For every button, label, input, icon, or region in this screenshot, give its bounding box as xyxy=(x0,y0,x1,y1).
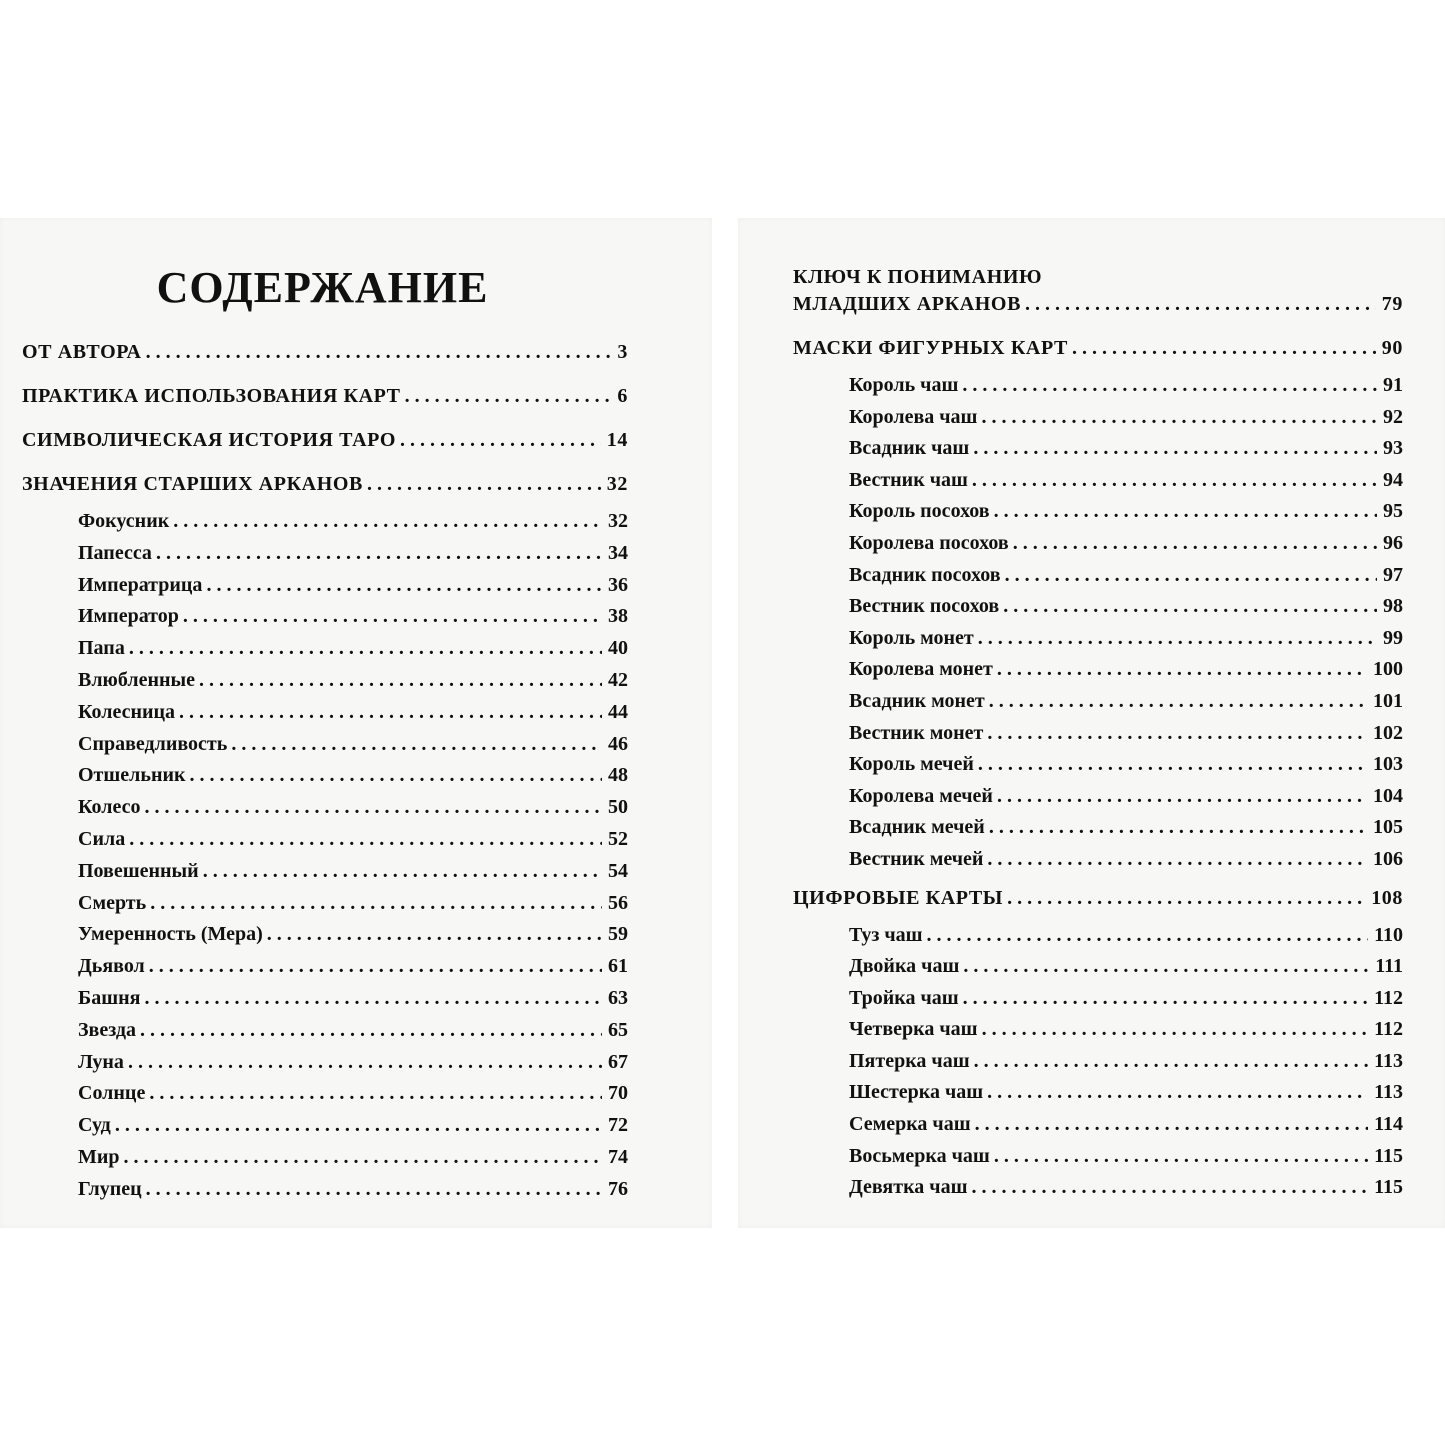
dot-leader xyxy=(972,465,1377,497)
dot-leader xyxy=(199,665,602,697)
dot-leader xyxy=(962,370,1377,402)
toc-entry-page: 103 xyxy=(1373,753,1403,776)
toc-entry-page: 72 xyxy=(608,1114,628,1137)
toc-subentry[interactable] xyxy=(22,633,628,665)
toc-entry-page: 98 xyxy=(1383,595,1403,618)
toc-subentry[interactable] xyxy=(22,1015,628,1047)
dot-leader xyxy=(989,812,1367,844)
toc-entry-label: ОТ АВТОРА xyxy=(22,341,142,363)
toc-entry-label: Башня xyxy=(78,986,141,1009)
toc-entry-label: Мир xyxy=(78,1145,120,1168)
dot-leader xyxy=(150,888,602,920)
dot-leader xyxy=(124,1142,602,1174)
toc-entry-page: 50 xyxy=(608,796,628,819)
dot-leader xyxy=(1007,876,1365,920)
dot-leader xyxy=(128,1047,602,1079)
dot-leader xyxy=(144,983,602,1015)
dot-leader xyxy=(144,792,602,824)
toc-subentry[interactable] xyxy=(793,718,1403,750)
toc-entry-label: Семерка чаш xyxy=(849,1113,971,1136)
dot-leader xyxy=(179,697,602,729)
dot-leader xyxy=(975,1109,1369,1141)
toc-subentry[interactable] xyxy=(793,749,1403,781)
toc-entry-label: Колесница xyxy=(78,700,176,723)
toc-entry-label: Глупец xyxy=(78,1177,142,1200)
toc-entry-label: Звезда xyxy=(78,1018,137,1041)
toc-entry-page: 112 xyxy=(1374,986,1403,1009)
toc-entry-page: 101 xyxy=(1373,689,1403,712)
toc-entry-label: Смерть xyxy=(78,891,147,914)
toc-entry-page: 93 xyxy=(1383,437,1403,460)
dot-leader xyxy=(978,749,1367,781)
toc-subentry[interactable] xyxy=(22,729,628,761)
dot-leader xyxy=(971,1172,1368,1204)
toc-subentry[interactable] xyxy=(22,538,628,570)
toc-subentry[interactable] xyxy=(793,402,1403,434)
toc-entry-page: 14 xyxy=(606,429,628,451)
dot-leader xyxy=(206,570,602,602)
toc-subentry[interactable] xyxy=(793,433,1403,465)
dot-leader xyxy=(994,1141,1368,1173)
toc-subentry[interactable] xyxy=(793,1172,1403,1204)
toc-entry-page: 79 xyxy=(1381,293,1403,315)
dot-leader xyxy=(146,1174,602,1206)
toc-subentry[interactable] xyxy=(793,496,1403,528)
dot-leader xyxy=(203,856,602,888)
toc-entry-label: Тройка чаш xyxy=(849,986,959,1009)
dot-leader xyxy=(400,418,601,462)
toc-subentry[interactable] xyxy=(793,560,1403,592)
toc-entry-page: 111 xyxy=(1375,955,1403,978)
toc-subentry[interactable] xyxy=(22,792,628,824)
toc-entry-page: 90 xyxy=(1381,337,1403,359)
toc-entry-page: 108 xyxy=(1371,886,1403,909)
dot-leader xyxy=(156,538,602,570)
toc-entry-label: Четверка чаш xyxy=(849,1018,978,1041)
dot-leader xyxy=(367,462,601,506)
toc-entry-label: Королева мечей xyxy=(849,784,993,807)
dot-leader xyxy=(146,330,612,374)
toc-entry-label: Умеренность (Мера) xyxy=(78,923,263,946)
toc-section-entry[interactable] xyxy=(793,326,1403,370)
toc-entry-page: 56 xyxy=(608,891,628,914)
contents-title: СОДЕРЖАНИЕ xyxy=(156,263,489,312)
toc-subentry[interactable] xyxy=(22,1110,628,1142)
toc-entry-page: 63 xyxy=(608,986,628,1009)
toc-subentry[interactable] xyxy=(793,686,1403,718)
toc-entry-page: 115 xyxy=(1374,1144,1403,1167)
dot-leader xyxy=(982,1014,1369,1046)
toc-entry-page: 32 xyxy=(608,510,628,532)
toc-subentry[interactable] xyxy=(793,1014,1403,1046)
dot-leader xyxy=(997,654,1367,686)
toc-subentry[interactable] xyxy=(793,920,1403,952)
toc-entry-page: 67 xyxy=(608,1050,628,1073)
toc-entry-label: Луна xyxy=(78,1050,124,1073)
toc-entry-page: 40 xyxy=(608,637,628,660)
dot-leader xyxy=(1025,291,1376,318)
toc-entry-label: Король посохов xyxy=(849,500,990,523)
toc-entry-page: 92 xyxy=(1383,405,1403,428)
toc-subentry[interactable] xyxy=(793,983,1403,1015)
dot-leader xyxy=(974,1046,1369,1078)
dot-leader xyxy=(1003,591,1377,623)
toc-entry-page: 54 xyxy=(608,859,628,882)
toc-subentry[interactable] xyxy=(22,1047,628,1079)
toc-entry-label: Фокусник xyxy=(78,510,170,532)
toc-entry-page: 95 xyxy=(1383,500,1403,523)
dot-leader xyxy=(927,920,1369,952)
dot-leader xyxy=(405,374,612,418)
toc-entry-label: Императрица xyxy=(78,573,203,596)
toc-entry-label: Всадник посохов xyxy=(849,563,1001,586)
toc-entry-page: 106 xyxy=(1373,847,1403,870)
toc-entry-page: 100 xyxy=(1373,658,1403,681)
toc-entry-page: 114 xyxy=(1374,1113,1403,1136)
toc-entry-page: 113 xyxy=(1374,1049,1403,1072)
dot-leader xyxy=(149,1078,602,1110)
toc-entry-label: Король чаш xyxy=(849,374,959,396)
toc-entry-label: ЗНАЧЕНИЯ СТАРШИХ АРКАНОВ xyxy=(22,473,363,495)
toc-entry-page: 99 xyxy=(1383,626,1403,649)
toc-subentry[interactable] xyxy=(22,601,628,633)
toc-entry-label: МАСКИ ФИГУРНЫХ КАРТ xyxy=(793,337,1068,359)
toc-subentry[interactable] xyxy=(793,1141,1403,1173)
toc-entry-page: 96 xyxy=(1383,531,1403,554)
dot-leader xyxy=(963,983,1368,1015)
toc-entry-label: Девятка чаш xyxy=(849,1176,968,1199)
dot-leader xyxy=(994,496,1377,528)
toc-subentry[interactable] xyxy=(793,844,1403,876)
dot-leader xyxy=(129,824,602,856)
toc-entry-label: Вестник посохов xyxy=(849,595,1000,618)
toc-entry-label: Повешенный xyxy=(78,859,199,882)
dot-leader xyxy=(997,781,1367,813)
toc-entry-page: 76 xyxy=(608,1177,628,1200)
toc-right-list xyxy=(793,264,1403,1204)
toc-entry-page: 6 xyxy=(617,385,628,407)
dot-leader xyxy=(963,951,1369,983)
toc-entry-label: ЦИФРОВЫЕ КАРТЫ xyxy=(793,886,1004,909)
toc-subentry[interactable] xyxy=(22,919,628,951)
toc-subentry[interactable] xyxy=(22,824,628,856)
dot-leader xyxy=(173,506,602,538)
dot-leader xyxy=(987,1077,1368,1109)
toc-entry-page: 65 xyxy=(608,1018,628,1041)
toc-entry-label-line1: КЛЮЧ К ПОНИМАНИЮ xyxy=(793,266,1043,288)
toc-entry-label: СИМВОЛИЧЕСКАЯ ИСТОРИЯ ТАРО xyxy=(22,429,396,451)
toc-entry-page: 110 xyxy=(1374,923,1403,946)
toc-subentry[interactable] xyxy=(793,370,1403,402)
toc-subentry[interactable] xyxy=(22,697,628,729)
toc-subentry[interactable] xyxy=(793,781,1403,813)
toc-left-list xyxy=(22,330,628,1206)
toc-entry-label: Вестник мечей xyxy=(849,847,984,870)
toc-entry-label: Солнце xyxy=(78,1082,146,1105)
toc-subentry[interactable] xyxy=(22,760,628,792)
toc-entry-page: 112 xyxy=(1374,1018,1403,1041)
toc-entry-page: 46 xyxy=(608,732,628,755)
toc-section-entry[interactable] xyxy=(793,876,1403,920)
toc-subentry[interactable] xyxy=(22,856,628,888)
toc-subentry[interactable] xyxy=(22,570,628,602)
toc-entry-label: Отшельник xyxy=(78,764,186,787)
toc-subentry[interactable] xyxy=(22,1174,628,1206)
toc-subentry[interactable] xyxy=(793,528,1403,560)
toc-entry-label: Сила xyxy=(78,827,126,850)
dot-leader xyxy=(978,623,1377,655)
toc-section-entry[interactable] xyxy=(22,418,628,462)
dot-leader xyxy=(129,633,602,665)
toc-subentry[interactable] xyxy=(22,888,628,920)
toc-entry-key-minor-arcana[interactable] xyxy=(793,264,1403,326)
dot-leader xyxy=(1005,560,1377,592)
toc-subentry[interactable] xyxy=(22,1078,628,1110)
dot-leader xyxy=(267,919,602,951)
dot-leader xyxy=(981,402,1377,434)
toc-entry-label: Двойка чаш xyxy=(849,955,960,978)
dot-leader xyxy=(115,1110,602,1142)
toc-entry-label: Папа xyxy=(78,637,125,660)
dot-leader xyxy=(190,760,602,792)
toc-subentry[interactable] xyxy=(793,623,1403,655)
toc-subentry[interactable] xyxy=(22,951,628,983)
toc-entry-label: Вестник монет xyxy=(849,721,984,744)
dot-leader xyxy=(987,718,1367,750)
toc-entry-label: Вестник чаш xyxy=(849,468,968,491)
toc-entry-page: 36 xyxy=(608,573,628,596)
dot-leader xyxy=(1072,326,1376,370)
toc-entry-page: 32 xyxy=(606,473,628,495)
dot-leader xyxy=(149,951,602,983)
toc-entry-page: 34 xyxy=(608,541,628,564)
toc-subentry[interactable] xyxy=(22,506,628,538)
toc-entry-page: 97 xyxy=(1383,563,1403,586)
toc-entry-label: Восьмерка чаш xyxy=(849,1144,990,1167)
toc-subentry[interactable] xyxy=(793,1109,1403,1141)
toc-entry-page: 59 xyxy=(608,923,628,946)
toc-section-entry[interactable] xyxy=(22,330,628,374)
dot-leader xyxy=(1013,528,1377,560)
toc-entry-label: Справедливость xyxy=(78,732,228,755)
toc-section-entry[interactable] xyxy=(22,374,628,418)
toc-entry-page: 94 xyxy=(1383,468,1403,491)
toc-entry-page: 48 xyxy=(608,764,628,787)
toc-entry-label: Влюбленные xyxy=(78,668,195,691)
toc-entry-label: Пятерка чаш xyxy=(849,1049,970,1072)
toc-entry-label: Всадник чаш xyxy=(849,437,970,460)
dot-leader xyxy=(231,729,602,761)
toc-entry-label: Всадник мечей xyxy=(849,816,985,839)
dot-leader xyxy=(140,1015,602,1047)
toc-subentry[interactable] xyxy=(793,654,1403,686)
toc-entry-page: 52 xyxy=(608,827,628,850)
toc-entry-page: 102 xyxy=(1373,721,1403,744)
toc-entry-label: Император xyxy=(78,605,179,628)
toc-subentry[interactable] xyxy=(22,665,628,697)
toc-entry-label: Королева посохов xyxy=(849,531,1009,554)
toc-entry-page: 44 xyxy=(608,700,628,723)
toc-subentry[interactable] xyxy=(793,951,1403,983)
dot-leader xyxy=(973,433,1377,465)
toc-subentry[interactable] xyxy=(793,1046,1403,1078)
toc-subentry[interactable] xyxy=(793,591,1403,623)
toc-entry-label: Колесо xyxy=(78,796,141,819)
dot-leader xyxy=(989,686,1367,718)
toc-entry-label: Всадник монет xyxy=(849,689,985,712)
toc-subentry[interactable] xyxy=(22,983,628,1015)
toc-entry-label: Король мечей xyxy=(849,753,974,776)
toc-entry-page: 91 xyxy=(1383,374,1403,396)
toc-entry-page: 104 xyxy=(1373,784,1403,807)
toc-subentry[interactable] xyxy=(22,1142,628,1174)
toc-entry-label: Король монет xyxy=(849,626,974,649)
toc-entry-page: 3 xyxy=(617,341,628,363)
toc-entry-label: Туз чаш xyxy=(849,923,923,946)
toc-section-entry[interactable] xyxy=(22,462,628,506)
toc-entry-label-line2: МЛАДШИХ АРКАНОВ xyxy=(793,293,1022,315)
toc-entry-page: 38 xyxy=(608,605,628,628)
toc-entry-label: Королева чаш xyxy=(849,405,978,428)
toc-subentry[interactable] xyxy=(793,465,1403,497)
toc-subentry[interactable] xyxy=(793,812,1403,844)
toc-entry-label: Папесса xyxy=(78,541,152,564)
toc-entry-label: ПРАКТИКА ИСПОЛЬЗОВАНИЯ КАРТ xyxy=(22,385,401,407)
toc-entry-page: 115 xyxy=(1374,1176,1403,1199)
toc-entry-label: Суд xyxy=(78,1114,111,1137)
toc-entry-label: Дьявол xyxy=(78,955,145,978)
toc-entry-label: Королева монет xyxy=(849,658,993,681)
dot-leader xyxy=(183,601,602,633)
toc-subentry[interactable] xyxy=(793,1077,1403,1109)
toc-entry-page: 105 xyxy=(1373,816,1403,839)
toc-entry-page: 70 xyxy=(608,1082,628,1105)
toc-entry-page: 74 xyxy=(608,1145,628,1168)
toc-entry-page: 61 xyxy=(608,955,628,978)
dot-leader xyxy=(987,844,1367,876)
toc-entry-page: 42 xyxy=(608,668,628,691)
toc-entry-page: 113 xyxy=(1374,1081,1403,1104)
toc-entry-label: Шестерка чаш xyxy=(849,1081,984,1104)
